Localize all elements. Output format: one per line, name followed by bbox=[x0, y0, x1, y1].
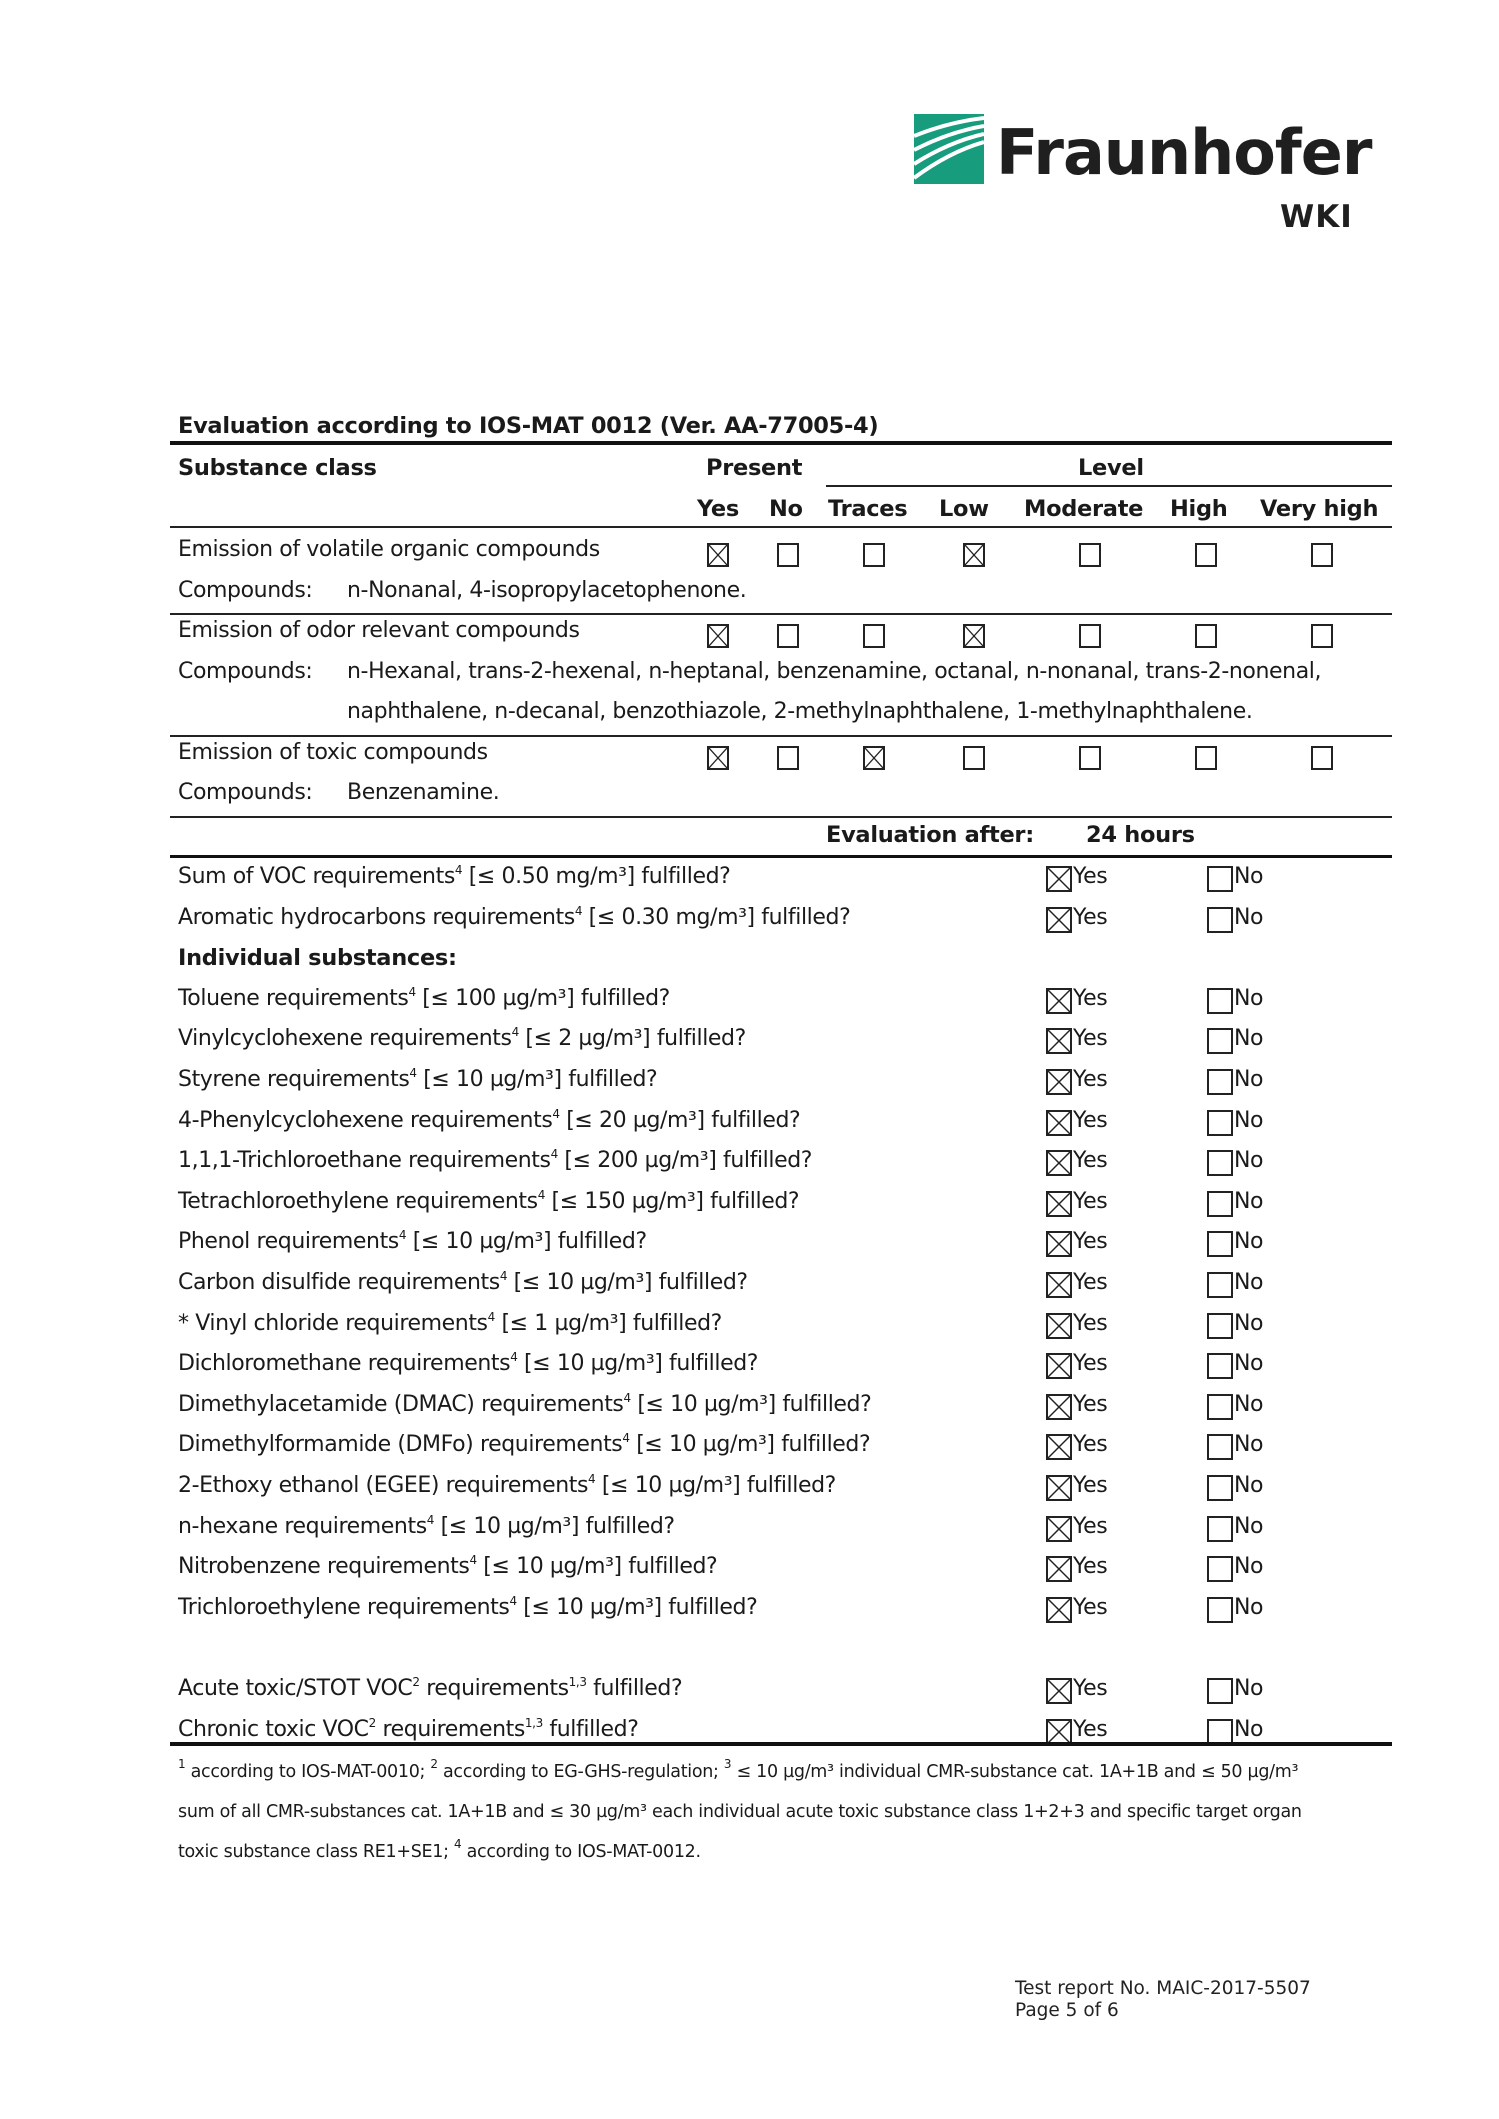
no-label: No bbox=[1234, 1310, 1264, 1336]
check-cross-icon bbox=[1048, 1680, 1070, 1702]
requirement-text: Dichloromethane requirements bbox=[178, 1351, 511, 1377]
yes-label: Yes bbox=[1073, 1148, 1108, 1174]
check-cross-icon bbox=[1048, 1518, 1070, 1540]
requirement-text: [≤ 0.50 mg/m³] fulfilled? bbox=[462, 864, 731, 889]
no-label: No bbox=[1234, 1107, 1264, 1133]
yes-checkbox[interactable] bbox=[1046, 1150, 1072, 1176]
yes-checkbox[interactable] bbox=[1046, 1313, 1072, 1339]
compounds-label: Compounds: bbox=[178, 658, 313, 684]
check-cross-icon bbox=[1048, 909, 1070, 931]
no-label: No bbox=[1234, 1351, 1264, 1377]
requirement-label bbox=[178, 986, 670, 1011]
yes-checkbox[interactable] bbox=[1046, 1191, 1072, 1217]
requirement-text: [≤ 100 µg/m³] fulfilled? bbox=[415, 985, 670, 1011]
yes-label: Yes bbox=[1073, 1473, 1108, 1498]
footnote-ref: 4 bbox=[408, 984, 416, 999]
check-cross-icon bbox=[965, 545, 983, 565]
yes-label: Yes bbox=[1073, 1310, 1108, 1336]
check-cross-icon bbox=[1048, 1599, 1070, 1621]
checkbox-low[interactable] bbox=[963, 624, 985, 648]
requirement-text: Acute toxic/STOT VOC bbox=[178, 1676, 413, 1701]
footnote-ref: 4 bbox=[409, 1066, 417, 1080]
checkbox-no[interactable] bbox=[777, 543, 799, 567]
no-checkbox[interactable] bbox=[1207, 1678, 1233, 1704]
check-cross-icon bbox=[1048, 1274, 1070, 1296]
requirement-text: [≤ 10 µg/m³] fulfilled? bbox=[416, 1067, 658, 1092]
yes-checkbox[interactable] bbox=[1046, 1516, 1072, 1542]
no-label: No bbox=[1234, 1594, 1264, 1620]
requirement-text: [≤ 10 µg/m³] fulfilled? bbox=[517, 1351, 759, 1377]
checkbox-yes[interactable] bbox=[707, 543, 729, 567]
no-checkbox[interactable] bbox=[1207, 1272, 1233, 1298]
checkbox-traces[interactable] bbox=[863, 543, 885, 567]
no-checkbox[interactable] bbox=[1207, 1394, 1233, 1420]
yes-label: Yes bbox=[1073, 1351, 1108, 1377]
column-header-yes: Yes bbox=[697, 496, 739, 522]
no-checkbox[interactable] bbox=[1207, 1434, 1233, 1460]
footnote-number: 3 bbox=[723, 1757, 732, 1771]
yes-checkbox[interactable] bbox=[1046, 1719, 1072, 1745]
footnote-ref: 4 bbox=[588, 1472, 596, 1486]
requirement-label bbox=[178, 1514, 675, 1539]
substance-class-label: Emission of odor relevant compounds bbox=[178, 618, 580, 643]
page-number: Page 5 of 6 bbox=[1015, 2000, 1119, 2021]
compounds-list: Benzenamine. bbox=[347, 780, 500, 805]
fraunhofer-logo-mark-icon bbox=[914, 114, 984, 184]
report-number: Test report No. MAIC-2017-5507 bbox=[1015, 1978, 1311, 1999]
yes-label: Yes bbox=[1073, 1554, 1108, 1580]
requirement-text: [≤ 150 µg/m³] fulfilled? bbox=[544, 1188, 800, 1214]
footnote-ref: 4 bbox=[622, 1431, 630, 1446]
yes-label: Yes bbox=[1073, 1270, 1108, 1295]
requirement-text: Dimethylacetamide (DMAC) requirements bbox=[178, 1391, 624, 1417]
column-header-high: High bbox=[1170, 496, 1228, 522]
column-header-very-high: Very high bbox=[1260, 496, 1379, 522]
title-rule bbox=[170, 441, 1392, 445]
yes-checkbox[interactable] bbox=[1046, 1110, 1072, 1136]
requirement-label bbox=[178, 1351, 758, 1376]
substance-class-label: Emission of volatile organic compounds bbox=[178, 537, 600, 562]
check-cross-icon bbox=[1048, 1721, 1070, 1743]
after-rule bbox=[170, 855, 1392, 858]
yes-label: Yes bbox=[1073, 1067, 1108, 1092]
footnote-ref: 4 bbox=[509, 1593, 517, 1608]
checkbox-high[interactable] bbox=[1195, 746, 1217, 770]
requirement-text: n-hexane requirements bbox=[178, 1513, 427, 1539]
requirement-label bbox=[178, 1595, 757, 1620]
no-checkbox[interactable] bbox=[1207, 1313, 1233, 1339]
footnote-text: according to EG-GHS-regulation; bbox=[437, 1762, 724, 1782]
no-checkbox[interactable] bbox=[1207, 1231, 1233, 1257]
compounds-list: n-Nonanal, 4-isopropylacetophenone. bbox=[347, 577, 747, 603]
yes-checkbox[interactable] bbox=[1046, 1434, 1072, 1460]
check-cross-icon bbox=[965, 626, 983, 646]
check-cross-icon bbox=[1048, 1071, 1070, 1093]
check-cross-icon bbox=[709, 545, 727, 565]
requirement-text: [≤ 10 µg/m³] fulfilled? bbox=[406, 1229, 647, 1255]
yes-checkbox[interactable] bbox=[1046, 1272, 1072, 1298]
checkbox-no[interactable] bbox=[777, 746, 799, 770]
row-divider-rule bbox=[170, 613, 1392, 615]
yes-checkbox[interactable] bbox=[1046, 1231, 1072, 1257]
yes-checkbox[interactable] bbox=[1046, 866, 1072, 892]
no-label: No bbox=[1234, 1229, 1264, 1255]
logo-institute: WKI bbox=[1280, 199, 1353, 235]
footnote-ref: 4 bbox=[426, 1512, 435, 1527]
no-checkbox[interactable] bbox=[1207, 866, 1233, 892]
individual-substances-heading: Individual substances: bbox=[178, 945, 457, 972]
no-checkbox[interactable] bbox=[1207, 1150, 1233, 1176]
substance-class-label: Emission of toxic compounds bbox=[178, 739, 488, 765]
checkbox-moderate[interactable] bbox=[1079, 624, 1101, 648]
logo-name: Fraunhofer bbox=[996, 116, 1372, 189]
requirement-text: Dimethylformamide (DMFo) requirements bbox=[178, 1432, 623, 1458]
no-label: No bbox=[1234, 1270, 1264, 1295]
requirement-text: [≤ 10 µg/m³] fulfilled? bbox=[629, 1432, 871, 1458]
column-header-low: Low bbox=[939, 496, 989, 522]
table-bottom-rule bbox=[170, 1742, 1392, 1746]
check-cross-icon bbox=[1048, 1030, 1070, 1052]
requirement-text: Vinylcyclohexene requirements bbox=[178, 1026, 512, 1052]
footnote-number: 4 bbox=[453, 1837, 462, 1851]
checkbox-very-high[interactable] bbox=[1311, 543, 1333, 567]
yes-label: Yes bbox=[1073, 1432, 1108, 1458]
yes-label: Yes bbox=[1073, 1676, 1108, 1701]
requirement-label bbox=[178, 905, 850, 930]
substance-class-header: Substance class bbox=[178, 455, 377, 481]
footnote-ref: 4 bbox=[499, 1269, 508, 1283]
footnote-text: according to IOS-MAT-0010; bbox=[185, 1762, 431, 1782]
footnote-ref: 4 bbox=[623, 1390, 631, 1405]
no-checkbox[interactable] bbox=[1207, 1353, 1233, 1379]
check-cross-icon bbox=[1048, 1396, 1070, 1418]
check-cross-icon bbox=[1048, 1436, 1070, 1458]
requirement-text: Styrene requirements bbox=[178, 1067, 410, 1092]
footnote-text: according to IOS-MAT-0012. bbox=[461, 1842, 701, 1862]
requirement-label bbox=[178, 1270, 748, 1295]
column-header-traces: Traces bbox=[828, 496, 908, 522]
compounds-label: Compounds: bbox=[178, 780, 313, 805]
requirement-text: Trichloroethylene requirements bbox=[178, 1594, 510, 1620]
no-checkbox[interactable] bbox=[1207, 1028, 1233, 1054]
yes-checkbox[interactable] bbox=[1046, 1069, 1072, 1095]
check-cross-icon bbox=[1048, 990, 1070, 1012]
yes-label: Yes bbox=[1073, 1594, 1108, 1620]
yes-checkbox[interactable] bbox=[1046, 1556, 1072, 1582]
no-checkbox[interactable] bbox=[1207, 1719, 1233, 1745]
no-checkbox[interactable] bbox=[1207, 1069, 1233, 1095]
requirement-label bbox=[178, 1148, 812, 1173]
compounds-list: naphthalene, n-decanal, benzothiazole, 2-methylnaphthalene, 1-methylnaphthalene. bbox=[347, 699, 1253, 724]
requirement-text: Nitrobenzene requirements bbox=[178, 1554, 470, 1580]
no-label: No bbox=[1234, 1188, 1264, 1214]
no-label: No bbox=[1234, 1554, 1264, 1580]
footnote-ref: 4 bbox=[537, 1187, 545, 1202]
requirement-text: requirements bbox=[419, 1676, 569, 1701]
checkbox-yes[interactable] bbox=[707, 624, 729, 648]
compounds-label: Compounds: bbox=[178, 577, 313, 603]
requirement-label bbox=[178, 1229, 647, 1254]
requirement-text: Aromatic hydrocarbons requirements bbox=[178, 904, 575, 930]
no-label: No bbox=[1234, 1067, 1264, 1092]
footnote-ref: 4 bbox=[398, 1228, 407, 1243]
checkbox-very-high[interactable] bbox=[1311, 624, 1333, 648]
requirement-text: Phenol requirements bbox=[178, 1229, 399, 1255]
checkbox-low[interactable] bbox=[963, 746, 985, 770]
yes-checkbox[interactable] bbox=[1046, 1353, 1072, 1379]
requirement-label bbox=[178, 1717, 638, 1742]
row-divider-rule bbox=[170, 816, 1392, 818]
check-cross-icon bbox=[1048, 1152, 1070, 1174]
footnote-ref: 2 bbox=[412, 1675, 420, 1689]
column-header-no: No bbox=[769, 496, 803, 522]
no-checkbox[interactable] bbox=[1207, 1191, 1233, 1217]
no-checkbox[interactable] bbox=[1207, 1475, 1233, 1501]
requirement-text: [≤ 0.30 mg/m³] fulfilled? bbox=[582, 904, 851, 930]
no-label: No bbox=[1234, 1026, 1264, 1052]
footnote-ref: 4 bbox=[552, 1106, 560, 1121]
checkbox-moderate[interactable] bbox=[1079, 746, 1101, 770]
requirement-text: fulfilled? bbox=[586, 1676, 683, 1701]
present-header: Present bbox=[706, 455, 803, 481]
yes-label: Yes bbox=[1073, 985, 1108, 1011]
yes-label: Yes bbox=[1073, 864, 1108, 889]
check-cross-icon bbox=[1048, 1193, 1070, 1215]
no-checkbox[interactable] bbox=[1207, 1516, 1233, 1542]
requirement-text: fulfilled? bbox=[542, 1716, 639, 1742]
check-cross-icon bbox=[865, 748, 883, 768]
yes-label: Yes bbox=[1073, 1107, 1108, 1133]
requirement-text: Tetrachloroethylene requirements bbox=[178, 1188, 538, 1214]
checkbox-low[interactable] bbox=[963, 543, 985, 567]
no-checkbox[interactable] bbox=[1207, 1597, 1233, 1623]
requirement-text: Sum of VOC requirements bbox=[178, 864, 455, 889]
checkbox-high[interactable] bbox=[1195, 624, 1217, 648]
yes-checkbox[interactable] bbox=[1046, 988, 1072, 1014]
footnote-ref: 4 bbox=[550, 1147, 558, 1162]
no-label: No bbox=[1234, 864, 1264, 889]
requirement-label bbox=[178, 1676, 682, 1701]
footnote-ref: 2 bbox=[368, 1715, 376, 1730]
check-cross-icon bbox=[1048, 1477, 1070, 1499]
check-cross-icon bbox=[1048, 1355, 1070, 1377]
requirement-text: 2-Ethoxy ethanol (EGEE) requirements bbox=[178, 1473, 589, 1498]
yes-label: Yes bbox=[1073, 1716, 1108, 1742]
requirement-text: [≤ 10 µg/m³] fulfilled? bbox=[507, 1270, 748, 1295]
check-cross-icon bbox=[1048, 1315, 1070, 1337]
requirement-label bbox=[178, 1067, 657, 1092]
requirement-text: [≤ 10 µg/m³] fulfilled? bbox=[516, 1594, 758, 1620]
yes-label: Yes bbox=[1073, 1391, 1108, 1417]
no-checkbox[interactable] bbox=[1207, 1110, 1233, 1136]
footnote-ref: 1,3 bbox=[524, 1715, 543, 1730]
header-rule bbox=[170, 526, 1392, 528]
footnote-ref: 4 bbox=[454, 863, 463, 877]
requirement-text: 4-Phenylcyclohexene requirements bbox=[178, 1107, 553, 1133]
level-header: Level bbox=[1078, 455, 1144, 481]
requirement-label bbox=[178, 1554, 717, 1579]
yes-checkbox[interactable] bbox=[1046, 1475, 1072, 1501]
compounds-list: n-Hexanal, trans-2-hexenal, n-heptanal, benzenamine, octanal, n-nonanal, trans-2-nonenal, bbox=[347, 658, 1322, 684]
checkbox-traces[interactable] bbox=[863, 624, 885, 648]
no-label: No bbox=[1234, 1432, 1264, 1458]
requirement-text: Toluene requirements bbox=[178, 985, 409, 1011]
requirement-text: [≤ 10 µg/m³] fulfilled? bbox=[434, 1513, 675, 1539]
footnote-line-1 bbox=[178, 1757, 1299, 1782]
requirement-text: requirements bbox=[375, 1716, 525, 1742]
yes-label: Yes bbox=[1073, 904, 1108, 930]
requirement-label bbox=[178, 1026, 746, 1051]
column-header-moderate: Moderate bbox=[1024, 496, 1144, 522]
no-label: No bbox=[1234, 904, 1264, 930]
yes-label: Yes bbox=[1073, 1229, 1108, 1255]
requirement-text: [≤ 10 µg/m³] fulfilled? bbox=[595, 1473, 836, 1498]
footnote-line-2: sum of all CMR-substances cat. 1A+1B and ≤ 30 µg/m³ each individual acute toxic substance class 1+2+3 and specific target organ bbox=[178, 1802, 1302, 1822]
footnote-line-3 bbox=[178, 1837, 701, 1862]
checkbox-traces[interactable] bbox=[863, 746, 885, 770]
no-label: No bbox=[1234, 985, 1264, 1011]
requirement-label bbox=[178, 1311, 722, 1336]
footnote-ref: 4 bbox=[511, 1025, 519, 1040]
yes-checkbox[interactable] bbox=[1046, 1394, 1072, 1420]
footnote-text: ≤ 10 µg/m³ individual CMR-substance cat. 1A+1B and ≤ 50 µg/m³ bbox=[731, 1762, 1299, 1782]
check-cross-icon bbox=[709, 748, 727, 768]
no-checkbox[interactable] bbox=[1207, 1556, 1233, 1582]
no-label: No bbox=[1234, 1513, 1264, 1539]
no-label: No bbox=[1234, 1676, 1264, 1701]
yes-checkbox[interactable] bbox=[1046, 1028, 1072, 1054]
requirement-label bbox=[178, 1432, 870, 1457]
yes-checkbox[interactable] bbox=[1046, 1678, 1072, 1704]
checkbox-high[interactable] bbox=[1195, 543, 1217, 567]
requirement-text: [≤ 1 µg/m³] fulfilled? bbox=[494, 1310, 722, 1336]
requirement-text: [≤ 10 µg/m³] fulfilled? bbox=[476, 1554, 718, 1580]
requirement-label bbox=[178, 1108, 800, 1133]
check-cross-icon bbox=[1048, 1558, 1070, 1580]
requirement-text: Chronic toxic VOC bbox=[178, 1716, 369, 1742]
yes-checkbox[interactable] bbox=[1046, 1597, 1072, 1623]
requirement-text: [≤ 20 µg/m³] fulfilled? bbox=[559, 1107, 801, 1133]
requirement-label bbox=[178, 1392, 871, 1417]
no-checkbox[interactable] bbox=[1207, 988, 1233, 1014]
checkbox-no[interactable] bbox=[777, 624, 799, 648]
footnote-ref: 4 bbox=[487, 1309, 495, 1324]
requirement-text: [≤ 200 µg/m³] fulfilled? bbox=[557, 1148, 813, 1174]
requirement-text: 1,1,1-Trichloroethane requirements bbox=[178, 1148, 551, 1174]
requirement-text: [≤ 10 µg/m³] fulfilled? bbox=[630, 1391, 872, 1417]
requirement-text: Carbon disulfide requirements bbox=[178, 1270, 500, 1295]
footnote-ref: 4 bbox=[574, 903, 583, 918]
footnote-ref: 4 bbox=[510, 1350, 518, 1365]
checkbox-yes[interactable] bbox=[707, 746, 729, 770]
no-checkbox[interactable] bbox=[1207, 907, 1233, 933]
no-label: No bbox=[1234, 1473, 1264, 1498]
requirement-label bbox=[178, 1473, 836, 1498]
no-label: No bbox=[1234, 1716, 1264, 1742]
evaluation-after-label: Evaluation after: bbox=[826, 822, 1034, 848]
checkbox-moderate[interactable] bbox=[1079, 543, 1101, 567]
no-label: No bbox=[1234, 1391, 1264, 1417]
row-divider-rule bbox=[170, 735, 1392, 737]
check-cross-icon bbox=[1048, 1112, 1070, 1134]
requirement-text: [≤ 2 µg/m³] fulfilled? bbox=[518, 1026, 746, 1052]
evaluation-after-value: 24 hours bbox=[1086, 822, 1195, 848]
check-cross-icon bbox=[1048, 868, 1070, 890]
evaluation-title: Evaluation according to IOS-MAT 0012 (Ver. AA-77005-4) bbox=[178, 413, 879, 439]
requirement-label bbox=[178, 864, 730, 889]
footnote-ref: 4 bbox=[469, 1553, 477, 1568]
footnote-number: 2 bbox=[430, 1757, 438, 1771]
level-rule bbox=[826, 485, 1392, 487]
requirement-text: * Vinyl chloride requirements bbox=[178, 1310, 488, 1336]
footnote-text: toxic substance class RE1+SE1; bbox=[178, 1842, 454, 1862]
yes-label: Yes bbox=[1073, 1513, 1108, 1539]
footnote-ref: 1,3 bbox=[568, 1675, 587, 1689]
check-cross-icon bbox=[1048, 1233, 1070, 1255]
footnote-number: 1 bbox=[178, 1757, 186, 1771]
yes-label: Yes bbox=[1073, 1188, 1108, 1214]
no-label: No bbox=[1234, 1148, 1264, 1174]
checkbox-very-high[interactable] bbox=[1311, 746, 1333, 770]
yes-label: Yes bbox=[1073, 1026, 1108, 1052]
yes-checkbox[interactable] bbox=[1046, 907, 1072, 933]
check-cross-icon bbox=[709, 626, 727, 646]
requirement-label bbox=[178, 1189, 799, 1214]
